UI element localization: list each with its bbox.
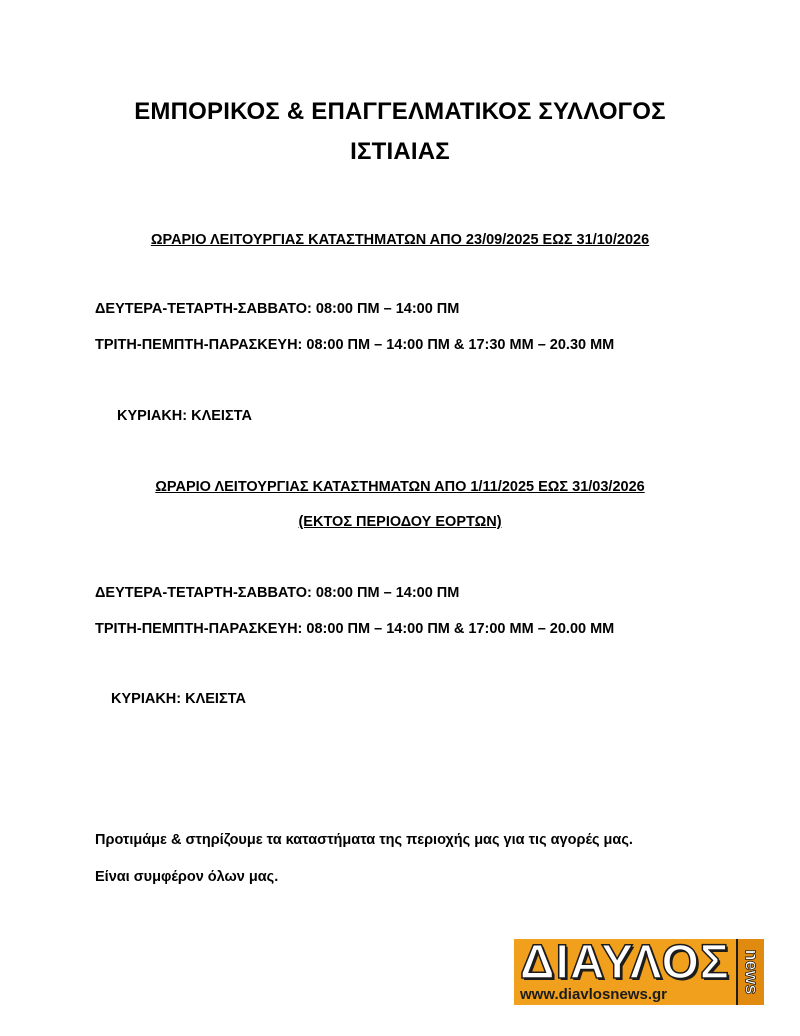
diavlos-news-logo — [514, 939, 764, 1005]
logo-news-text: news — [741, 949, 762, 995]
schedule-2-sunday: ΚΥΡΙΑΚΗ: ΚΛΕΙΣΤΑ — [111, 691, 246, 707]
logo-news-tag — [736, 939, 764, 1005]
schedule-2-subheading: (ΕΚΤΟΣ ΠΕΡΙΟΔΟΥ ΕΟΡΤΩΝ) — [298, 514, 502, 530]
logo-name: ΔΙΑΥΛΟΣ — [520, 939, 730, 989]
title-line-2: ΙΣΤΙΑΙΑΣ — [350, 138, 450, 165]
logo-url: www.diavlosnews.gr — [520, 986, 667, 1003]
footer-line-1: Προτιμάμε & στηρίζουμε τα καταστήματα της περιοχής μας για τις αγορές μας. — [95, 832, 633, 848]
footer-line-2: Είναι συμφέρον όλων μας. — [95, 869, 279, 885]
schedule-2-weekdays-b: ΤΡΙΤΗ-ΠΕΜΠΤΗ-ΠΑΡΑΣΚΕΥΗ: 08:00 ΠΜ – 14:00 ΠΜ & 17:00 ΜΜ – 20.00 ΜΜ — [95, 621, 615, 637]
schedule-1-heading: ΩΡΑΡΙΟ ΛΕΙΤΟΥΡΓΙΑΣ ΚΑΤΑΣΤΗΜΑΤΩΝ ΑΠΟ 23/09/2025 ΕΩΣ 31/10/2026 — [150, 232, 650, 248]
schedule-2-weekdays-a: ΔΕΥΤΕΡΑ-ΤΕΤΑΡΤΗ-ΣΑΒΒΑΤΟ: 08:00 ΠΜ – 14:00 ΠΜ — [95, 585, 460, 601]
title-line-1: ΕΜΠΟΡΙΚΟΣ & ΕΠΑΓΓΕΛΜΑΤΙΚΟΣ ΣΥΛΛΟΓΟΣ — [134, 98, 666, 125]
schedule-2-heading: ΩΡΑΡΙΟ ΛΕΙΤΟΥΡΓΙΑΣ ΚΑΤΑΣΤΗΜΑΤΩΝ ΑΠΟ 1/11/2025 ΕΩΣ 31/03/2026 — [155, 479, 645, 495]
schedule-1-weekdays-b: ΤΡΙΤΗ-ΠΕΜΠΤΗ-ΠΑΡΑΣΚΕΥΗ: 08:00 ΠΜ – 14:00 ΠΜ & 17:30 ΜΜ – 20.30 ΜΜ — [95, 337, 615, 353]
schedule-1-weekdays-a: ΔΕΥΤΕΡΑ-ΤΕΤΑΡΤΗ-ΣΑΒΒΑΤΟ: 08:00 ΠΜ – 14:00 ΠΜ — [95, 301, 460, 317]
schedule-1-sunday: ΚΥΡΙΑΚΗ: ΚΛΕΙΣΤΑ — [117, 408, 252, 424]
